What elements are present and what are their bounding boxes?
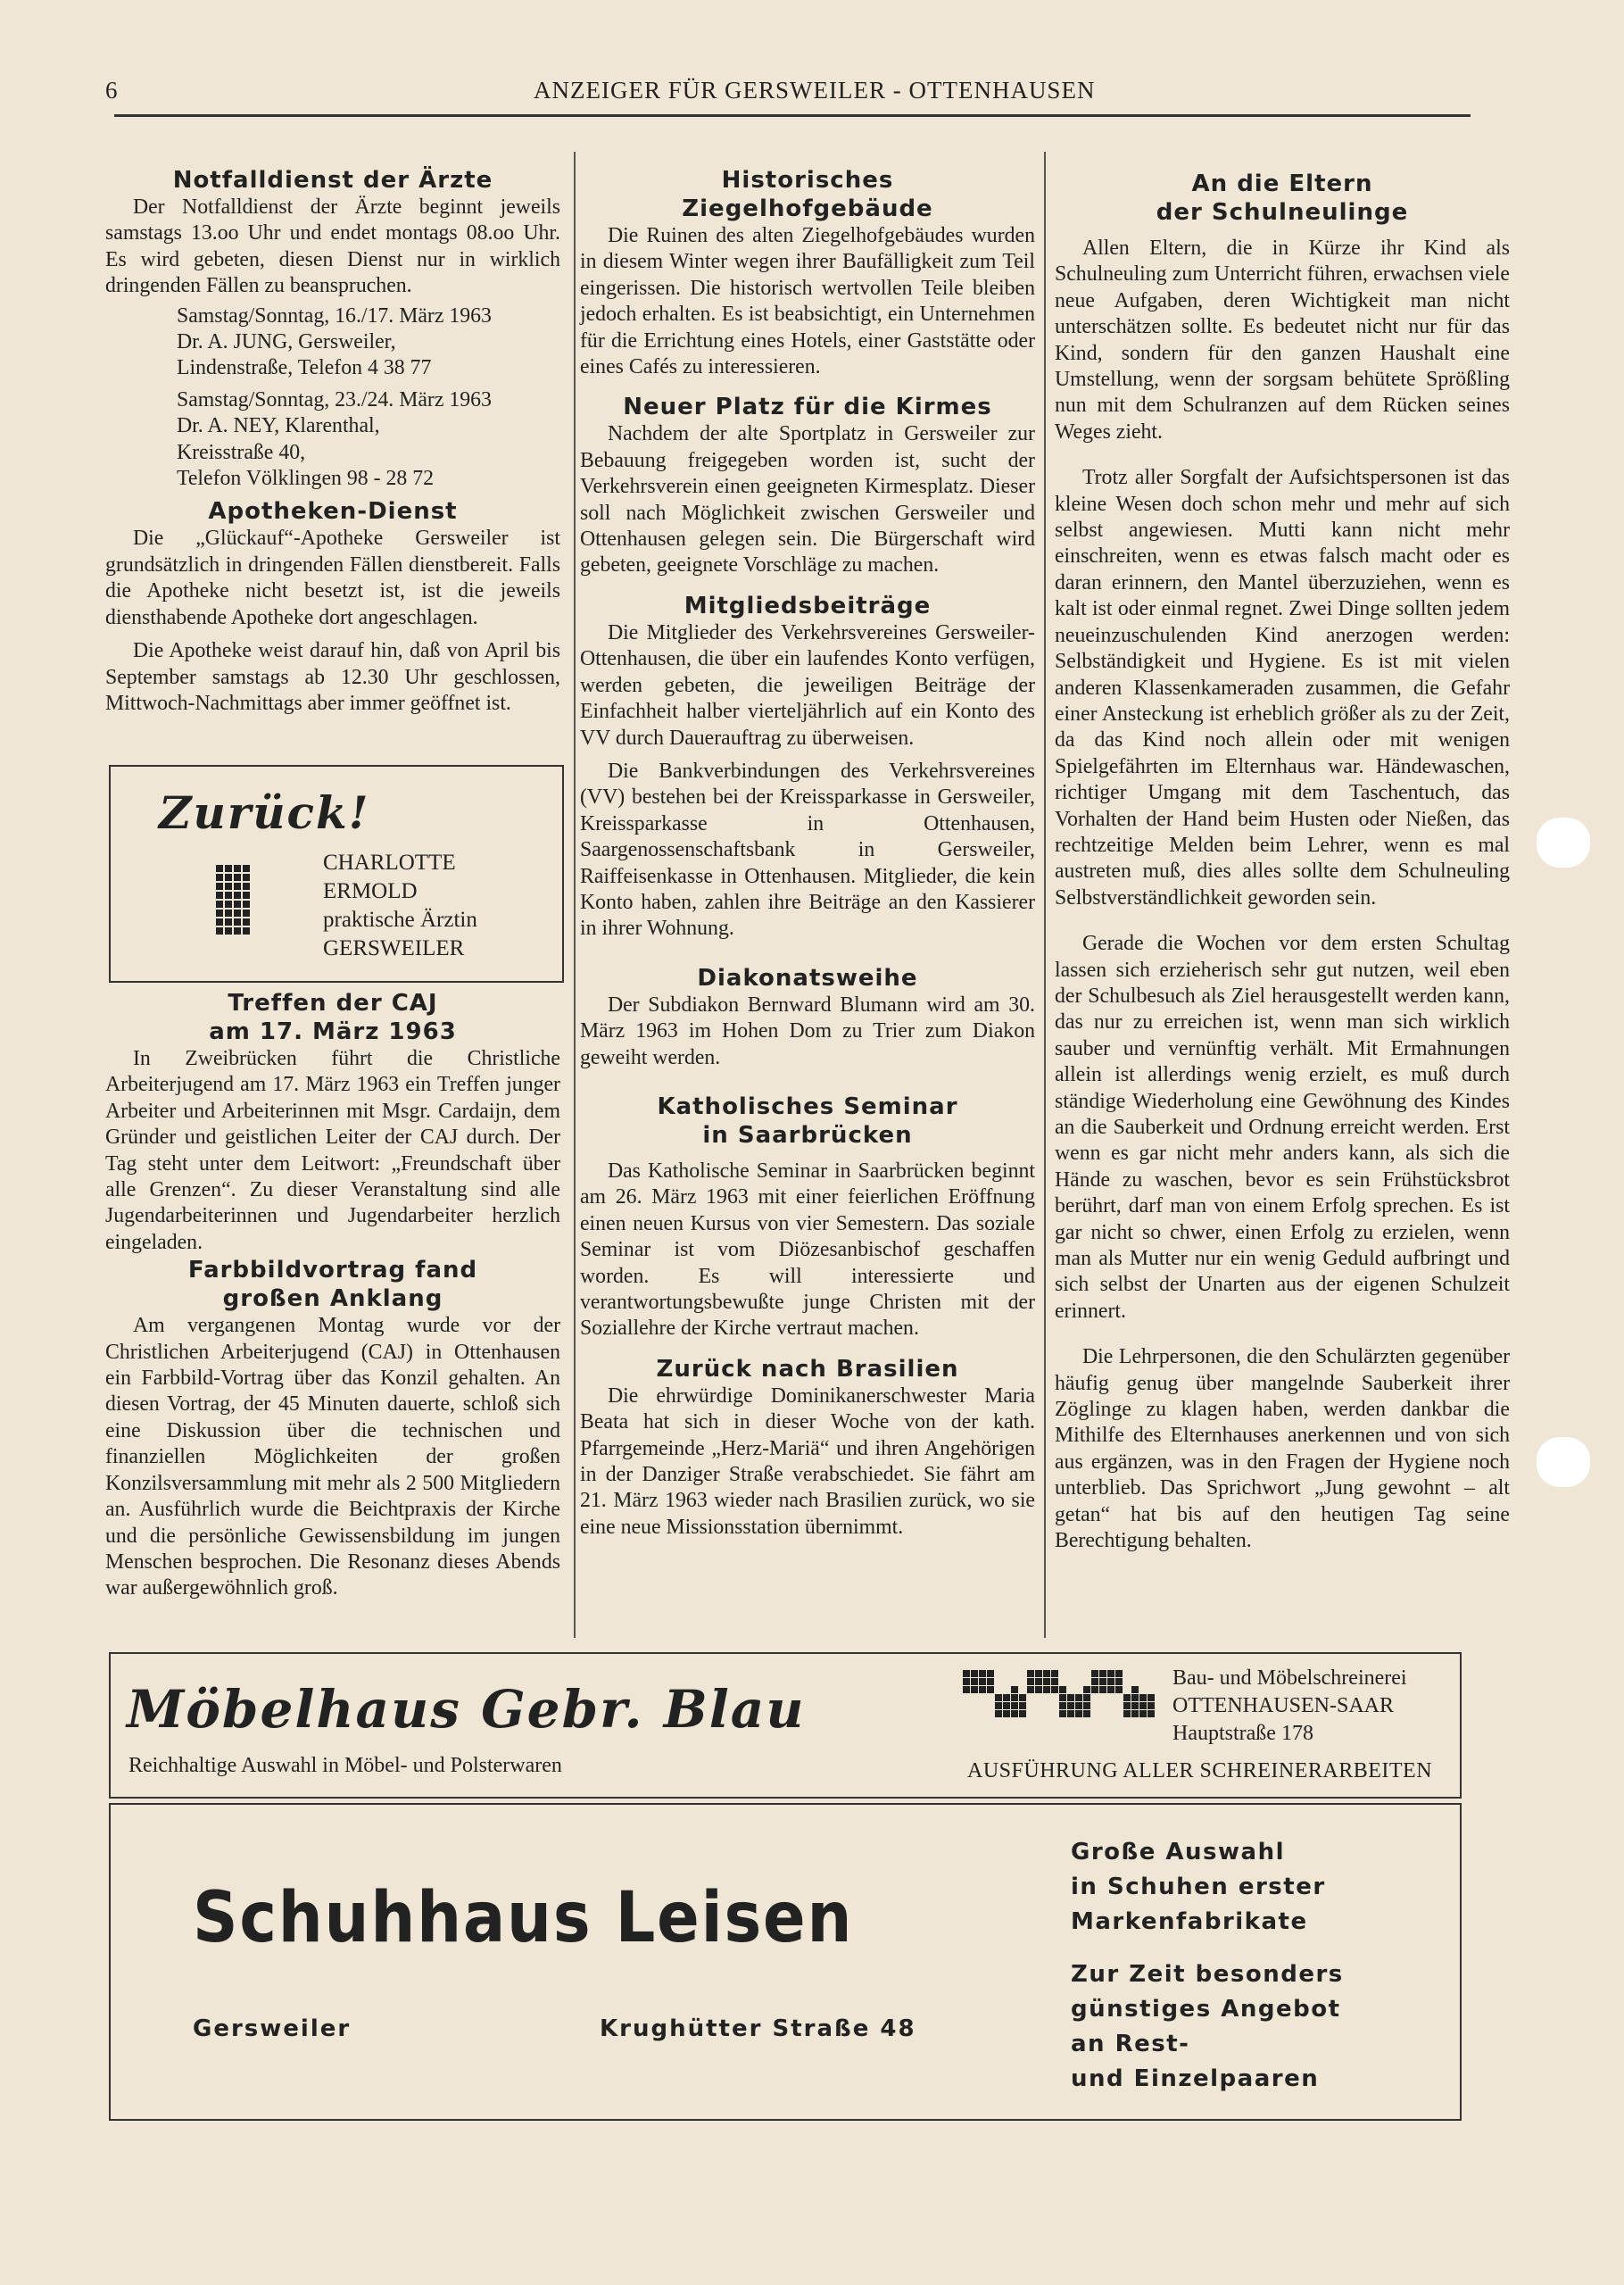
ad-zurueck-title: Zurück! xyxy=(159,786,370,839)
ad-moebelhaus-right-3: Hauptstraße 178 xyxy=(1172,1722,1313,1745)
seminar-heading-2: in Saarbrücken xyxy=(702,1121,913,1149)
ad-schuhhaus xyxy=(109,1803,1462,2121)
ad-zurueck-logo xyxy=(216,865,250,935)
ad-zurueck xyxy=(109,765,564,983)
eltern-heading-2: der Schulneulinge xyxy=(1156,199,1409,226)
notfall-doctor-2-line1: Dr. A. NEY, Klarenthal, xyxy=(177,414,380,438)
notfall-doctor-1-line1: Dr. A. JUNG, Gersweiler, xyxy=(177,330,396,354)
caj-heading-2: am 17. März 1963 xyxy=(209,1018,457,1045)
apotheke-text-2: Die Apotheke weist darauf hin, daß von April bis September samstags ab 12.30 Uhr geschlossen, Mittwoch-Nachmittags aber immer geöffnet ist. xyxy=(105,639,560,715)
apotheke-heading: Apotheken-Dienst xyxy=(208,498,458,526)
ad-schuhhaus-address: Krughütter Straße 48 xyxy=(600,2015,916,2042)
ad-schuhhaus-name: Schuhhaus Leisen xyxy=(193,1878,854,1958)
ad-moebelhaus-right-2: OTTENHAUSEN-SAAR xyxy=(1172,1694,1394,1717)
ad-schuhhaus-town: Gersweiler xyxy=(193,2015,352,2042)
header-rule xyxy=(114,114,1471,117)
ziegel-text: Die Ruinen des alten Ziegelhofgebäudes wurden in diesem Winter wegen ihrer Baufälligkeit zum Teil eingerissen. Die historisch wertvollen Teile bleiben jedoch erhalten. Es ist beabsichtigt, ein Unternehmen für die Errichtung eines Hotels, einer Gaststätte oder eines Cafés zu interessieren. xyxy=(580,224,1035,379)
farbbild-text: Am vergangenen Montag wurde vor der Christlichen Arbeiterjugend (CAJ) in Ottenhausen ein Farbbild-Vortrag über das Konzil gehalten. An diesen Vortrag, der 45 Minuten dauerte, schloß sich eine Diskussion über die technischen und finanziellen Möglichkeiten der großen Konzilsversammlung mit mehr als 2 500 Mitgliedern an. Ausführlich wurde die Beichtpraxis der Kirche und die persönliche Gewissensbildung im jungen Menschen besprochen. Die Resonanz dieses Abends war außergewöhnlich groß. xyxy=(105,1314,560,1600)
beitraege-text-2: Die Bankverbindungen des Verkehrsvereines (VV) bestehen bei der Kreissparkasse in Gersweiler, Kreissparkasse in Ottenhausen, Saargenossenschaftsbank in Gersweiler, Raiffeisenkasse in Ottenhausen. Mitglieder, die kein Konto haben, zahlen ihre Beiträge an den Kassierer in ihrer Wohnung. xyxy=(580,759,1035,941)
eltern-text-4: Die Lehrpersonen, die den Schulärzten gegenüber häufig genug über mangelnde Sauberkeit ihrer Zöglinge zu klagen haben, werden dankbar die Mithilfe des Elternhauses anerkennen und von sich aus ergänzen, was in den Fragen der Hygiene noch unterblieb. Das Sprichwort „Jung gewohnt – alt getan“ hat bis auf den heutigen Tag seine Berechtigung behalten. xyxy=(1055,1345,1510,1553)
ad-schuhhaus-line-5: günstiges Angebot xyxy=(1071,1996,1341,2023)
page-number: 6 xyxy=(105,77,118,104)
ad-moebelhaus-tagline: Reichhaltige Auswahl in Möbel- und Polsterwaren xyxy=(128,1754,562,1777)
brasilien-heading: Zurück nach Brasilien xyxy=(656,1355,959,1383)
eltern-text-3: Gerade die Wochen vor dem ersten Schultag lassen sich erzieherisch sehr gut nutzen, weil eben der Schulbesuch als Ziel herausgestellt werden kann, das nur zu erreichen ist, wenn man sich wirklich sauber und vernünftig verhält. Mit Ermahnungen allein ist allerdings wenig erzielt, es muß durch ständige Wiederholung eine Gewöhnung des Kindes an die Sauberkeit und Ordnung erreicht werden. Erst wenn es gar nicht mehr anders kann, als sich die Hände zu waschen, bevor es sein Frühstücksbrot berührt, darf man von einem Erfolg sprechen. Es ist gar nicht so chwer, einen Erfolg zu erzielen, wenn man als Mutter nur ein wenig Geduld aufbringt und sich selbst der Unarten aus der eigenen Schulzeit erinnert. xyxy=(1055,932,1510,1323)
ziegel-heading-2: Ziegelhofgebäude xyxy=(682,195,933,222)
column-1 xyxy=(105,166,560,717)
ad-zurueck-profession: praktische Ärztin xyxy=(323,908,477,932)
eltern-text-1: Allen Eltern, die in Kürze ihr Kind als Schulneuling zum Unterricht führen, erwachsen viele neue Aufgaben, deren Wichtigkeit man nicht unterschätzen sollte. Es bedeutet nicht nur für das Kind, sondern für den ganzen Haushalt eine Umstellung, wenn der sorgsam behütete Sprößling nun mit dem Schulranzen auf dem Rücken seines Weges zieht. xyxy=(1055,237,1510,444)
seminar-heading-1: Katholisches Seminar xyxy=(657,1093,958,1120)
ziegel-heading-1: Historisches xyxy=(721,167,894,194)
notfall-date-2: Samstag/Sonntag, 23./24. März 1963 xyxy=(177,387,492,411)
ad-schuhhaus-line-3: Markenfabrikate xyxy=(1071,1908,1308,1935)
eltern-heading-1: An die Eltern xyxy=(1191,170,1373,197)
ad-moebelhaus-logo xyxy=(963,1670,1155,1717)
ad-zurueck-details xyxy=(323,849,477,963)
column-2 xyxy=(580,166,1035,1541)
farbbild-heading-1: Farbbildvortrag fand xyxy=(187,1257,478,1284)
notfall-heading: Notfalldienst der Ärzte xyxy=(172,167,493,194)
ad-moebelhaus-service: AUSFÜHRUNG ALLER SCHREINERARBEITEN xyxy=(967,1759,1433,1782)
ad-schuhhaus-offer xyxy=(1071,1835,1344,2097)
ad-moebelhaus-name: Möbelhaus Gebr. Blau xyxy=(127,1679,806,1740)
column-3 xyxy=(1055,170,1510,1555)
punch-hole-upper xyxy=(1537,818,1590,868)
ad-schuhhaus-line-7: und Einzelpaaren xyxy=(1071,2065,1320,2092)
diakonat-heading: Diakonatsweihe xyxy=(697,964,918,992)
diakonat-text: Der Subdiakon Bernward Blumann wird am 30. März 1963 im Hohen Dom zu Trier zum Diakon geweiht werden. xyxy=(580,993,1035,1069)
punch-hole-lower xyxy=(1537,1437,1590,1487)
brasilien-text: Die ehrwürdige Dominikanerschwester Maria Beata hat sich in dieser Woche von der kath. Pfarrgemeinde „Herz-Mariä“ und ihren Angehörigen in der Danziger Straße verabschiedet. Sie fährt am 21. März 1963 wieder nach Brasilien zurück, wo sie eine neue Missionsstation übernimmt. xyxy=(580,1383,1035,1539)
ad-moebelhaus-right-1: Bau- und Möbelschreinerei xyxy=(1172,1666,1407,1690)
farbbild-heading-2: großen Anklang xyxy=(222,1285,443,1313)
ad-schuhhaus-line-2: in Schuhen erster xyxy=(1071,1874,1326,1900)
page-header-title: ANZEIGER FÜR GERSWEILER - OTTENHAUSEN xyxy=(534,77,1096,104)
kirmes-heading: Neuer Platz für die Kirmes xyxy=(623,394,992,421)
ad-zurueck-name1: CHARLOTTE xyxy=(323,851,456,875)
notfall-doctor-1-line2: Lindenstraße, Telefon 4 38 77 xyxy=(177,356,432,380)
ad-schuhhaus-line-4: Zur Zeit besonders xyxy=(1071,1961,1344,1988)
column-1-lower xyxy=(105,989,560,1602)
ad-moebelhaus xyxy=(109,1652,1462,1799)
caj-heading-1: Treffen der CAJ xyxy=(228,990,438,1017)
ad-zurueck-place: GERSWEILER xyxy=(323,936,465,960)
beitraege-heading: Mitgliedsbeiträge xyxy=(684,592,932,619)
notfall-doctor-2-line3: Telefon Völklingen 98 - 28 72 xyxy=(177,467,435,491)
notfall-schedule xyxy=(105,303,560,493)
ad-schuhhaus-line-6: an Rest- xyxy=(1071,2031,1190,2057)
notfall-date-1: Samstag/Sonntag, 16./17. März 1963 xyxy=(177,303,492,328)
ad-zurueck-name2: ERMOLD xyxy=(323,879,418,903)
ad-moebelhaus-address xyxy=(1172,1665,1407,1748)
caj-text: In Zweibrücken führt die Christliche Arbeiterjugend am 17. März 1963 ein Treffen junger Arbeiter und Arbeiterinnen mit Msgr. Cardaijn, dem Gründer und geistlichen Leiter der CAJ durch. Der Tag steht unter dem Leitwort: „Freundschaft über alle Grenzen“. Zu dieser Veranstaltung sind alle Jugendarbeiterinnen und Jugendarbeiter herzlich eingeladen. xyxy=(105,1047,560,1254)
ad-schuhhaus-line-1: Große Auswahl xyxy=(1071,1839,1286,1865)
eltern-text-2: Trotz aller Sorgfalt der Aufsichtspersonen ist das kleine Wesen doch schon mehr und mehr auf sich selbst angewiesen. Mutti kann nicht mehr einschreiten, wenn es etwas falsch macht oder es daran erinnern, den Mantel überzuziehen, wenn es kalt ist oder einmal regnet. Zwei Dinge sollten jedem neueinzuschulenden Kind anerzogen werden: Selbständigkeit und Hygiene. Es ist mit vielen anderen Klassenkameraden zusammen, die Gefahr einer Ansteckung ist erheblich größer als zu der Zeit, da das Kind noch allein oder mit wenigen Spielgefährten im Elternhaus war. Händewaschen, richtiger Umgang mit dem Taschentuch, das Vorhalten der Hand beim Husten oder Nießen, das rechtzeitige Melden beim Lehrer, wenn es mal austreten muß, dies alles sollte dem Schulneuling Selbstverständlichkeit geworden sein. xyxy=(1055,466,1510,910)
kirmes-text: Nachdem der alte Sportplatz in Gersweiler zur Bebauung freigegeben worden ist, sucht der Verkehrsverein einen geeigneten Kirmesplatz. Dieser soll nach Möglichkeit zwischen Gersweiler und Ottenhausen gelegen sein. Die Bürgerschaft wird gebeten, geeignete Vorschläge zu machen. xyxy=(580,422,1035,577)
column-divider-1 xyxy=(574,152,576,1638)
column-divider-2 xyxy=(1044,152,1046,1638)
notfall-text: Der Notfalldienst der Ärzte beginnt jeweils samstags 13.oo Uhr und endet montags 08.oo Uhr. Es wird gebeten, diesen Dienst nur in wirklich dringenden Fällen zu beanspruchen. xyxy=(105,195,560,298)
apotheke-text-1: Die „Glückauf“-Apotheke Gersweiler ist grundsätzlich in dringenden Fällen dienstbereit. Falls die Apotheke nicht besetzt ist, ist die jeweils diensthabende Apotheke dort angeschlagen. xyxy=(105,527,560,629)
beitraege-text-1: Die Mitglieder des Verkehrsvereines Gersweiler-Ottenhausen, die über ein laufendes Konto verfügen, werden gebeten, die jeweiligen Beiträge der Einfachheit halber vierteljährlich auf ein Konto des VV durch Dauerauftrag zu überweisen. xyxy=(580,620,1035,750)
seminar-text: Das Katholische Seminar in Saarbrücken beginnt am 26. März 1963 mit einer feierlichen Eröffnung einen neuen Kursus von vier Semestern. Das soziale Seminar ist vom Diözesanbischof geschaffen worden. Es will interessierte und verantwortungsbewußte junge Christen mit der Soziallehre der Kirche vertraut machen. xyxy=(580,1159,1035,1341)
notfall-doctor-2-line2: Kreisstraße 40, xyxy=(177,440,306,464)
